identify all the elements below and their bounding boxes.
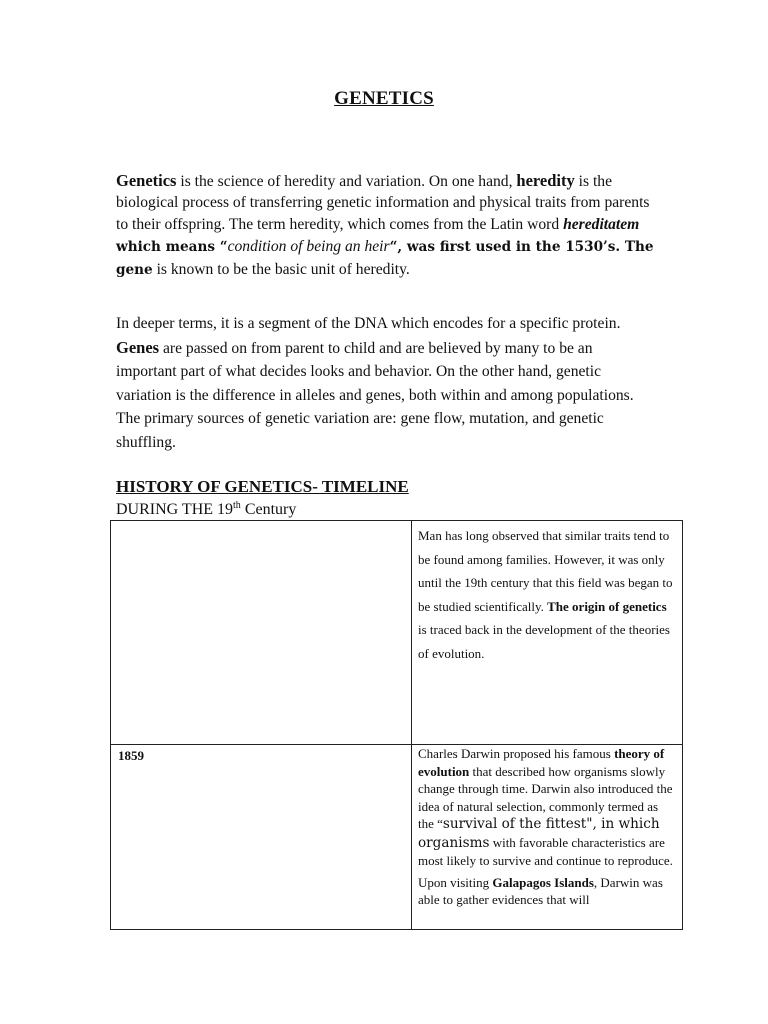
term-genetics: Genetics: [116, 171, 177, 190]
text-run: are passed on from parent to child and are believed by many to be an important part of what decides looks and behavior. On the other hand, genetic variation is the difference in alleles and genes, both within and among populations. The primary sources of genetic variation are: gene flow, mutation, and genetic shuffling.: [116, 339, 634, 451]
text-run: is the science of heredity and variation. On one hand,: [176, 173, 517, 190]
term-hereditatem: hereditatem: [563, 215, 640, 233]
deeper-paragraph: [116, 312, 656, 454]
text-run: is traced back in the development of the theories of evolution.: [418, 622, 670, 661]
text-run: , Darwin was able to gather evidences that will: [418, 874, 663, 907]
term-heredity: heredity: [516, 171, 575, 190]
intro-paragraph: [116, 170, 656, 281]
description-cell: [412, 521, 683, 745]
text-run: “, was first used in the 1530’s. The gene: [116, 239, 654, 278]
text-run: Man has long observed that similar traits tend to be found among families. However, it was only until the 19th century that this field was began to be studied scientifically.: [418, 528, 673, 614]
century-suffix: Century: [240, 501, 297, 518]
century-label: [116, 501, 296, 519]
text-run: which means “: [116, 239, 228, 256]
term-genes: Genes: [116, 337, 160, 357]
timeline-table: [110, 520, 683, 930]
quote-condition: condition of being an heir: [227, 238, 390, 256]
history-heading: HISTORY OF GENETICS- TIMELINE: [116, 477, 409, 496]
year-cell: 1859: [111, 745, 412, 930]
text-run: Charles Darwin proposed his famous: [418, 746, 615, 761]
paragraph-gap: [418, 870, 676, 874]
text-run: is the biological process of transferring genetic information and physical traits from parents to their offspring. The term heredity, which comes from the Latin word: [116, 173, 650, 233]
description-cell: [412, 745, 683, 930]
table-row: [111, 745, 683, 930]
bold-term: theory of evolution: [418, 746, 665, 779]
bold-term: Galapagos Islands: [492, 874, 594, 890]
page-title: GENETICS: [334, 88, 434, 109]
text-run: that described how organisms slowly change through time. Darwin also introduced the idea of natural selection, commonly termed as the “: [418, 763, 673, 831]
bold-term: The origin of genetics: [547, 598, 667, 614]
text-run: is known to be the basic unit of heredity.: [152, 260, 410, 278]
text-run: In deeper terms, it is a segment of the DNA which encodes for a specific protein.: [116, 315, 621, 332]
text-run: survival of the fittest", in which organisms: [418, 816, 660, 851]
text-run: Upon visiting: [418, 874, 493, 890]
century-superscript: th: [233, 500, 241, 511]
text-run: with favorable characteristics are most likely to survive and continue to reproduce.: [418, 834, 673, 868]
century-prefix: DURING THE 19: [116, 501, 234, 518]
table-row: [111, 521, 683, 745]
year-cell: [111, 521, 412, 745]
